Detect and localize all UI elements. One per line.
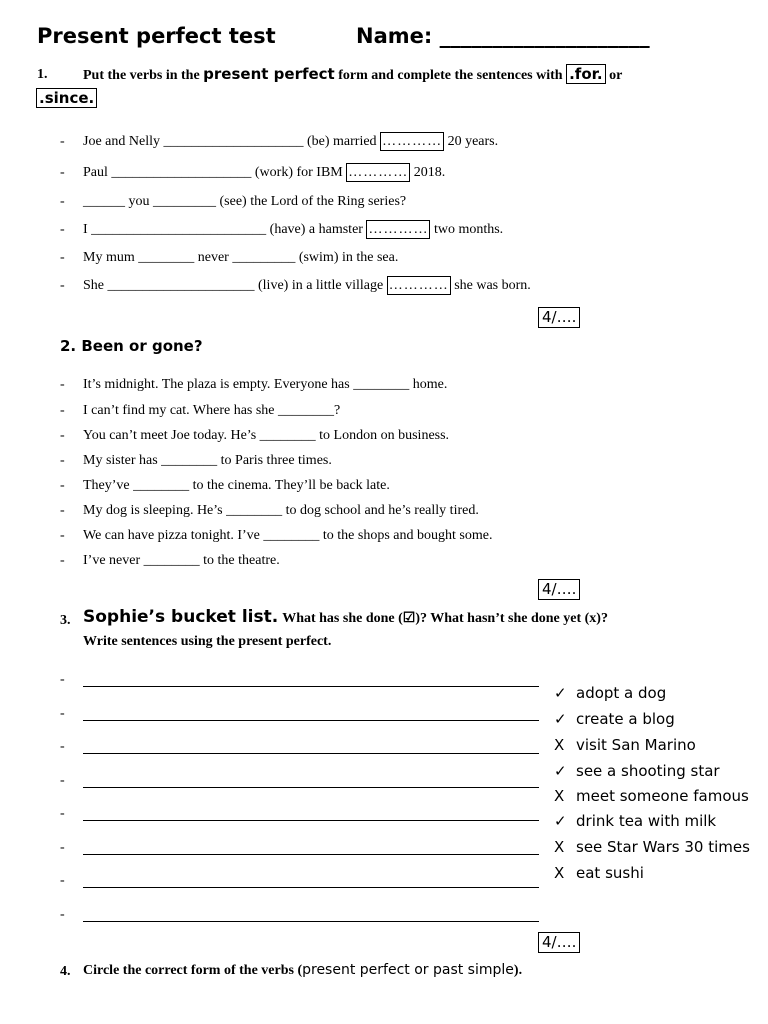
- bucket-item: [554, 787, 749, 805]
- answer-line[interactable]: [83, 853, 539, 855]
- cross-icon: X: [554, 864, 565, 882]
- q3-heading: [83, 607, 608, 627]
- cross-icon: X: [554, 838, 565, 856]
- score-box[interactable]: 4/….: [538, 579, 580, 600]
- q2-sentence-6: My dog is sleeping. He’s ________ to dog school and he’s really tired.: [83, 503, 479, 518]
- q4-number: 4.: [60, 964, 71, 979]
- blank-box[interactable]: …………: [382, 134, 443, 149]
- score-box[interactable]: 4/….: [538, 932, 580, 953]
- q1-instr-or: or: [609, 68, 623, 83]
- cross-icon: X: [554, 736, 565, 754]
- bullet: -: [60, 528, 65, 543]
- q2-sentence-8: I’ve never ________ to the theatre.: [83, 553, 280, 568]
- bucket-item-text: eat sushi: [576, 864, 644, 882]
- q1-sentence-4: [83, 220, 503, 239]
- q2-sentence-5: They’ve ________ to the cinema. They’ll be back late.: [83, 478, 390, 493]
- bullet: -: [60, 553, 65, 568]
- bucket-item-text: see a shooting star: [576, 762, 720, 780]
- q1-sentence-1: [83, 132, 498, 151]
- bucket-item: [554, 812, 716, 830]
- sentence-text: My mum ________ never _________ (swim) in the sea.: [83, 250, 399, 265]
- bullet: -: [60, 739, 65, 754]
- blank-box[interactable]: …………: [388, 278, 449, 293]
- bullet: -: [60, 453, 65, 468]
- answer-line[interactable]: [83, 719, 539, 721]
- bullet: -: [60, 222, 65, 237]
- q2-sentence-3: You can’t meet Joe today. He’s ________ to London on business.: [83, 428, 450, 443]
- answer-line[interactable]: [83, 786, 539, 788]
- q4-instr-b: present perfect or past simple: [302, 962, 514, 978]
- sentence-text: 2018.: [413, 165, 446, 180]
- q3-title: Sophie’s bucket list.: [83, 607, 279, 627]
- q1-sentence-3: [83, 194, 406, 210]
- bullet: -: [60, 165, 65, 180]
- name-field-label: Name: ____________________: [356, 24, 650, 48]
- answer-line[interactable]: [83, 886, 539, 888]
- sentence-text: she was born.: [454, 278, 531, 293]
- bullet: -: [60, 773, 65, 788]
- q4-instr-c: ).: [513, 963, 523, 978]
- sentence-text: Paul ____________________ (work) for IBM: [83, 165, 343, 180]
- bullet: -: [60, 403, 65, 418]
- since-box: .since.: [36, 88, 97, 108]
- since-box-wrap: [36, 88, 97, 108]
- sentence-text: I _________________________ (have) a hamster: [83, 222, 363, 237]
- bucket-item: [554, 864, 644, 882]
- bucket-item: [554, 710, 675, 728]
- check-icon: ✓: [554, 762, 567, 780]
- sentence-text: 20 years.: [447, 134, 499, 149]
- bucket-item-text: meet someone famous: [576, 787, 749, 805]
- q1-instructions: [83, 64, 622, 84]
- sentence-text: She _____________________ (live) in a little village: [83, 278, 384, 293]
- q1-number: 1.: [37, 67, 48, 82]
- sentence-text: two months.: [433, 222, 504, 237]
- for-box: .for.: [566, 64, 606, 84]
- check-icon: ✓: [554, 812, 567, 830]
- answer-line[interactable]: [83, 752, 539, 754]
- score-box[interactable]: 4/….: [538, 307, 580, 328]
- bullet: -: [60, 134, 65, 149]
- q3-number: 3.: [60, 613, 71, 628]
- bucket-item: [554, 838, 750, 856]
- q4-instructions: [83, 962, 522, 979]
- check-icon: ✓: [554, 710, 567, 728]
- blank-box[interactable]: …………: [348, 165, 409, 180]
- q3-instr1: What has she done (☑)? What hasn’t she done yet (x)?: [282, 611, 608, 626]
- check-icon: ✓: [554, 684, 567, 702]
- bullet: -: [60, 478, 65, 493]
- sentence-text: ______ you _________ (see) the Lord of the Ring series?: [83, 194, 407, 209]
- q1-sentence-5: [83, 250, 398, 266]
- bucket-item-text: adopt a dog: [576, 684, 667, 702]
- q4-instr-a: Circle the correct form of the verbs (: [83, 963, 303, 978]
- sentence-text: Joe and Nelly ____________________ (be) married: [83, 134, 377, 149]
- q2-sentence-2: I can’t find my cat. Where has she ________?: [83, 403, 341, 418]
- bullet: -: [60, 377, 65, 392]
- bullet: -: [60, 672, 65, 687]
- bullet: -: [60, 873, 65, 888]
- bullet: -: [60, 706, 65, 721]
- q3-instr2: Write sentences using the present perfect.: [83, 634, 332, 649]
- bullet: -: [60, 194, 65, 209]
- bucket-item-text: visit San Marino: [576, 736, 696, 754]
- q2-sentence-4: My sister has ________ to Paris three times.: [83, 453, 332, 468]
- bucket-item-text: drink tea with milk: [576, 812, 717, 830]
- bullet: -: [60, 907, 65, 922]
- answer-line[interactable]: [83, 819, 539, 821]
- q2-heading: 2. Been or gone?: [60, 337, 203, 355]
- bullet: -: [60, 428, 65, 443]
- bucket-item: [554, 762, 720, 780]
- q1-instr-a: Put the verbs in the: [83, 68, 200, 83]
- cross-icon: X: [554, 787, 565, 805]
- bullet: -: [60, 250, 65, 265]
- bucket-item: [554, 684, 666, 702]
- bucket-item-text: create a blog: [576, 710, 675, 728]
- answer-line[interactable]: [83, 920, 539, 922]
- bullet: -: [60, 840, 65, 855]
- bullet: -: [60, 503, 65, 518]
- q1-sentence-6: [83, 276, 531, 295]
- bucket-item-text: see Star Wars 30 times: [576, 838, 750, 856]
- blank-box[interactable]: …………: [368, 222, 429, 237]
- q2-sentence-7: We can have pizza tonight. I’ve ________ to the shops and bought some.: [83, 528, 493, 543]
- q1-instr-c: form and complete the sentences with: [338, 68, 563, 83]
- bullet: -: [60, 278, 65, 293]
- q2-sentence-1: It’s midnight. The plaza is empty. Everyone has ________ home.: [83, 377, 448, 392]
- q1-sentence-2: [83, 163, 445, 182]
- page-title: Present perfect test: [37, 24, 276, 48]
- q1-instr-b: present perfect: [203, 65, 335, 83]
- bucket-item: [554, 736, 696, 754]
- answer-line[interactable]: [83, 685, 539, 687]
- bullet: -: [60, 806, 65, 821]
